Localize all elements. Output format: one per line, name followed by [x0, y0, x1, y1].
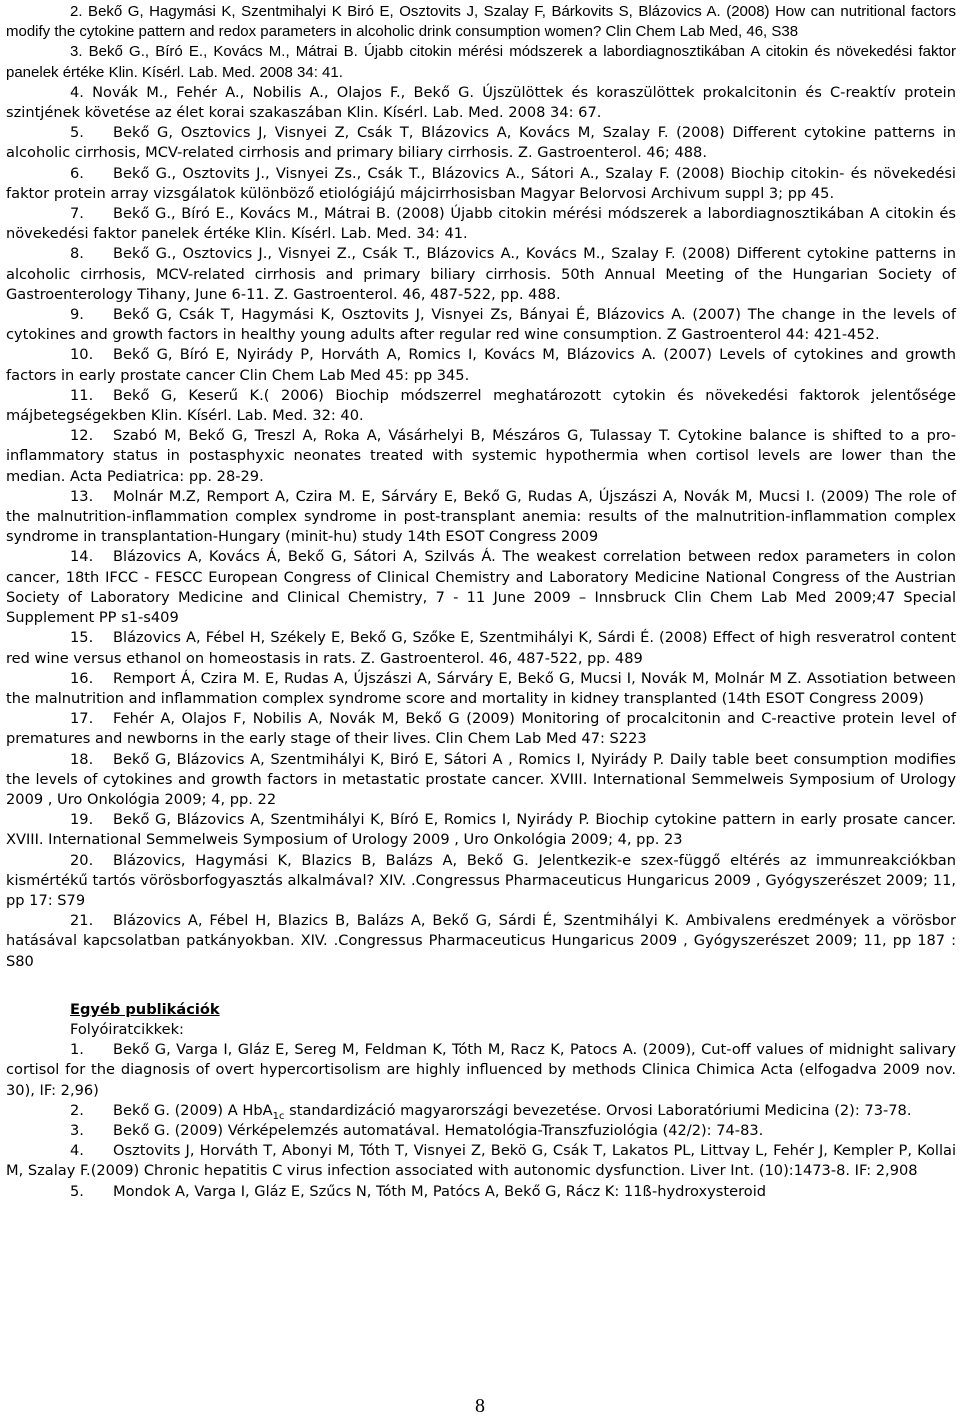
reference-item: [6, 123, 956, 163]
item-number: 6.: [70, 164, 84, 182]
item-number: 20.: [70, 851, 94, 869]
publication-item: [6, 1141, 956, 1181]
item-text: Bekő G, Blázovics A, Szentmihályi K, Biró E, Sátori A , Romics I, Nyirády P. Daily table beet consumption modifies the levels of cytokines and growth factors in metastatic prostate cancer. XVIII. International Semmelweis Symposium of Urology 2009 , Uro Onkológia 2009; 4, pp. 22: [6, 750, 956, 808]
item-number: 13.: [70, 487, 94, 505]
publication-item: [6, 1121, 956, 1141]
item-number: 5.: [70, 124, 84, 142]
item-text: Blázovics, Hagymási K, Blazics B, Balázs A, Bekő G. Jelentkezik-e szex-függő eltérés az immunreakciókban kismértékű tartós vörösborfogyasztás alkalmával? XIV. .Congressus Pharmaceuticus Hungaricus 2009 , Gyógyszerészet 2009; 11, pp 17: S79: [6, 851, 956, 909]
reference-item: [6, 487, 956, 548]
item-number: 1.: [70, 1041, 84, 1059]
item-number: 16.: [70, 669, 94, 687]
item-number: 9.: [70, 306, 84, 324]
item-number: 18.: [70, 750, 94, 768]
item-number: 2.: [70, 1101, 84, 1119]
item-text: Bekő G., Osztovics J., Visnyei Z., Csák T., Blázovics A., Kovács M., Szalay F. (2008) Different cytokine patterns in alcoholic cirrhosis, MCV-related cirrhosis and primary biliary cirrhosis. 50th Annual Meeting of the Hungarian Society of Gastroenterology Tihany, June 6-11. Z. Gastroenterol. 46, 487-522, pp. 488.: [6, 245, 956, 303]
reference-item: [6, 709, 956, 749]
item-text: Bekő G. (2009) Vérképelemzés automatával. Hematológia-Transzfuziológia (42/2): 74-83.: [113, 1121, 764, 1139]
item-text: Bekő G, Blázovics A, Szentmihályi K, Bíró E, Romics I, Nyirády P. Biochip cytokine pattern in early prosate cancer. XVIII. International Semmelweis Symposium of Urology 2009 , Uro Onkológia 2009; 4, pp. 23: [6, 811, 956, 849]
item-number: 5.: [70, 1182, 84, 1200]
section-subtitle: Folyóiratcikkek:: [70, 1020, 184, 1038]
reference-list: [6, 123, 956, 972]
reference-item: [6, 204, 956, 244]
reference-item: [6, 305, 956, 345]
item-text: standardizáció magyarországi bevezetése. Orvosi Laboratóriumi Medicina (2): 73-78.: [284, 1101, 912, 1119]
list-item-4: [6, 83, 956, 123]
item-text: Bekő G., Osztovits J., Visnyei Zs., Csák T., Blázovics A., Sátori A., Szalay F. (2008) Biochip citokin- és növekedési faktor protein array vizsgálatok különböző etiológiájú májcirrhosisban Magyar Belorvosi Archivum suppl 3; pp 45.: [6, 164, 956, 202]
publication-item: [6, 1040, 956, 1101]
item-number: 10.: [70, 346, 94, 364]
item-text: Bekő G., Bíró E., Kovács M., Mátrai B. (2008) Újabb citokin mérési módszerek a labordiagnosztikában A citokin és növekedési faktor panelek értéke Klin. Kísérl. Lab. Med. 34: 41.: [6, 205, 956, 243]
item-number: 8.: [70, 245, 84, 263]
item-number: 15.: [70, 629, 94, 647]
item-number: 14.: [70, 548, 94, 566]
list-item-3: [6, 42, 956, 82]
page-number: 8: [475, 1395, 485, 1417]
item-text: Bekő G, Csák T, Hagymási K, Osztovits J, Visnyei Zs, Bányai É, Blázovics A. (2007) The change in the levels of cytokines and growth factors in healthy young adults after regular red wine consumption. Z Gastroenterol 44: 421-452.: [6, 306, 956, 344]
reference-item: [6, 911, 956, 972]
item-number: 3.: [70, 1121, 84, 1139]
item-text: Blázovics A, Kovács Á, Bekő G, Sátori A, Szilvás Á. The weakest correlation between redox parameters in colon cancer, 18th IFCC - FESCC European Congress of Clinical Chemistry and Laboratory Medicine National Congress of the Austrian Society of Laboratory Medicine and Clinical Chemistry, 7 - 11 June 2009 – Innsbruck Clin Chem Lab Med 2009;47 Special Supplement PP s1-s409: [6, 548, 956, 627]
reference-item: [6, 750, 956, 811]
list-item-text: 4. Novák M., Fehér A., Nobilis A., Olajos F., Bekő G. Újszülöttek és koraszülöttek prokalcitonin és C-reaktív protein szintjének követése az élet korai szakaszában Klin. Kísérl. Lab. Med. 2008 34: 67.: [6, 83, 956, 122]
item-text: Mondok A, Varga I, Gláz E, Szűcs N, Tóth M, Patócs A, Bekő G, Rácz K: 11ß-hydroxysteroid: [113, 1182, 767, 1200]
item-text: Bekő G, Bíró E, Nyirády P, Horváth A, Romics I, Kovács M, Blázovics A. (2007) Levels of cytokines and growth factors in early prostate cancer Clin Chem Lab Med 45: pp 345.: [6, 346, 956, 384]
reference-item: [6, 345, 956, 385]
item-text: Bekő G, Keserű K.( 2006) Biochip módszerrel meghatározott cytokin és növekedési faktorok jelentősége májbetegségekben Klin. Kísérl. Lab. Med. 32: 40.: [6, 386, 956, 425]
item-text: Osztovits J, Horváth T, Abonyi M, Tóth T, Visnyei Z, Bekö G, Csák T, Lakatos PL, Littvay L, Fehér J, Kempler P, Kollai M, Szalay F.(2009) Chronic hepatitis C virus infection associated with autonomic dysfunction. Liver Int. (10):1473-8. IF: 2,908: [6, 1142, 956, 1180]
reference-item: [6, 810, 956, 850]
reference-item: [6, 851, 956, 912]
reference-item: [6, 244, 956, 305]
list-item-2: [6, 2, 956, 42]
item-text: Remport Á, Czira M. E, Rudas A, Újszászi A, Sárváry E, Bekő G, Mucsi I, Novák M, Molnár M Z. Assotiation between the malnutrition and inflammation complex syndrome score and mortality in kidney transplanted (14th ESOT Congress 2009): [6, 669, 956, 707]
item-text: Fehér A, Olajos F, Nobilis A, Novák M, Bekő G (2009) Monitoring of procalcitonin and C-reactive protein level of prematures and newborns in the early stage of their lives. Clin Chem Lab Med 47: S223: [6, 710, 956, 748]
reference-item: [6, 386, 956, 426]
item-number: 17.: [70, 710, 94, 728]
list-item-text: 2. Bekő G, Hagymási K, Szentmihalyi K Biró E, Osztovits J, Szalay F, Bárkovits S, Blázovics A. (2008) How can nutritional factors modify the cytokine pattern and redox parameters in alcoholic drink consumption women? Clin Chem Lab Med, 46, S38: [6, 3, 956, 41]
item-number: 4.: [70, 1142, 84, 1160]
item-number: 19.: [70, 811, 94, 829]
item-number: 11.: [70, 386, 94, 404]
item-text: Molnár M.Z, Remport A, Czira M. E, Sárváry E, Bekő G, Rudas A, Újszászi A, Novák M, Mucsi I. (2009) The role of the malnutrition-inflammation complex syndrome in post-transplant anemia: results of the malnutrition-inflammation complex syndrome in transplantation-Hungary (minit-hu) study 14th ESOT Congress 2009: [6, 487, 956, 546]
reference-item: [6, 669, 956, 709]
reference-item: [6, 164, 956, 204]
item-text: Bekő G, Osztovics J, Visnyei Z, Csák T, Blázovics A, Kovács M, Szalay F. (2008) Different cytokine patterns in alcoholic cirrhosis, MCV-related cirrhosis and primary biliary cirrhosis. Z. Gastroenterol. 46; 488.: [6, 124, 956, 162]
list-item-text: 3. Bekő G., Bíró E., Kovács M., Mátrai B. Újabb citokin mérési módszerek a labordiagnosztikában A citokin és növekedési faktor panelek értéke Klin. Kísérl. Lab. Med. 2008 34: 41.: [6, 43, 956, 81]
item-number: 12.: [70, 427, 94, 445]
item-text: Szabó M, Bekő G, Treszl A, Roka A, Vásárhelyi B, Mészáros G, Tulassay T. Cytokine balance is shifted to a pro-inflammatory status in postasphyxic neonates treated with systemic hypothermia when cortisol levels are lower than the median. Acta Pediatrica: pp. 28-29.: [6, 427, 956, 485]
item-text: Bekő G, Varga I, Gláz E, Sereg M, Feldman K, Tóth M, Racz K, Patocs A. (2009), Cut-off values of midnight salivary cortisol for the diagnosis of overt hypercortisolism are highly influenced by methods Clinica Chimica Acta (elfogadva 2009 nov. 30), IF: 2,96): [6, 1041, 956, 1099]
publication-item: [6, 1182, 956, 1202]
publication-item: [6, 1101, 956, 1121]
item-subscript: 1c: [272, 1110, 285, 1122]
item-number: 21.: [70, 912, 94, 930]
reference-item: [6, 547, 956, 628]
publication-list: [6, 1040, 956, 1202]
section-title: Egyéb publikációk: [70, 1000, 220, 1018]
reference-item: [6, 426, 956, 487]
item-text: Blázovics A, Fébel H, Blazics B, Balázs A, Bekő G, Sárdi É, Szentmihályi K. Ambivalens eredmények a vörösbor hatásával kapcsolatban patkányokban. XIV. .Congressus Pharmaceuticus Hungaricus 2009 , Gyógyszerészet 2009; 11, pp 187 : S80: [6, 912, 956, 970]
item-number: 7.: [70, 205, 84, 223]
reference-item: [6, 628, 956, 668]
item-text: Blázovics A, Fébel H, Székely E, Bekő G, Szőke E, Szentmihályi K, Sárdi É. (2008) Effect of high resveratrol content red wine versus ethanol on homeostasis in rats. Z. Gastroenterol. 46, 487-522, pp. 489: [6, 629, 956, 667]
item-text: Bekő G. (2009) A HbA: [113, 1101, 273, 1119]
